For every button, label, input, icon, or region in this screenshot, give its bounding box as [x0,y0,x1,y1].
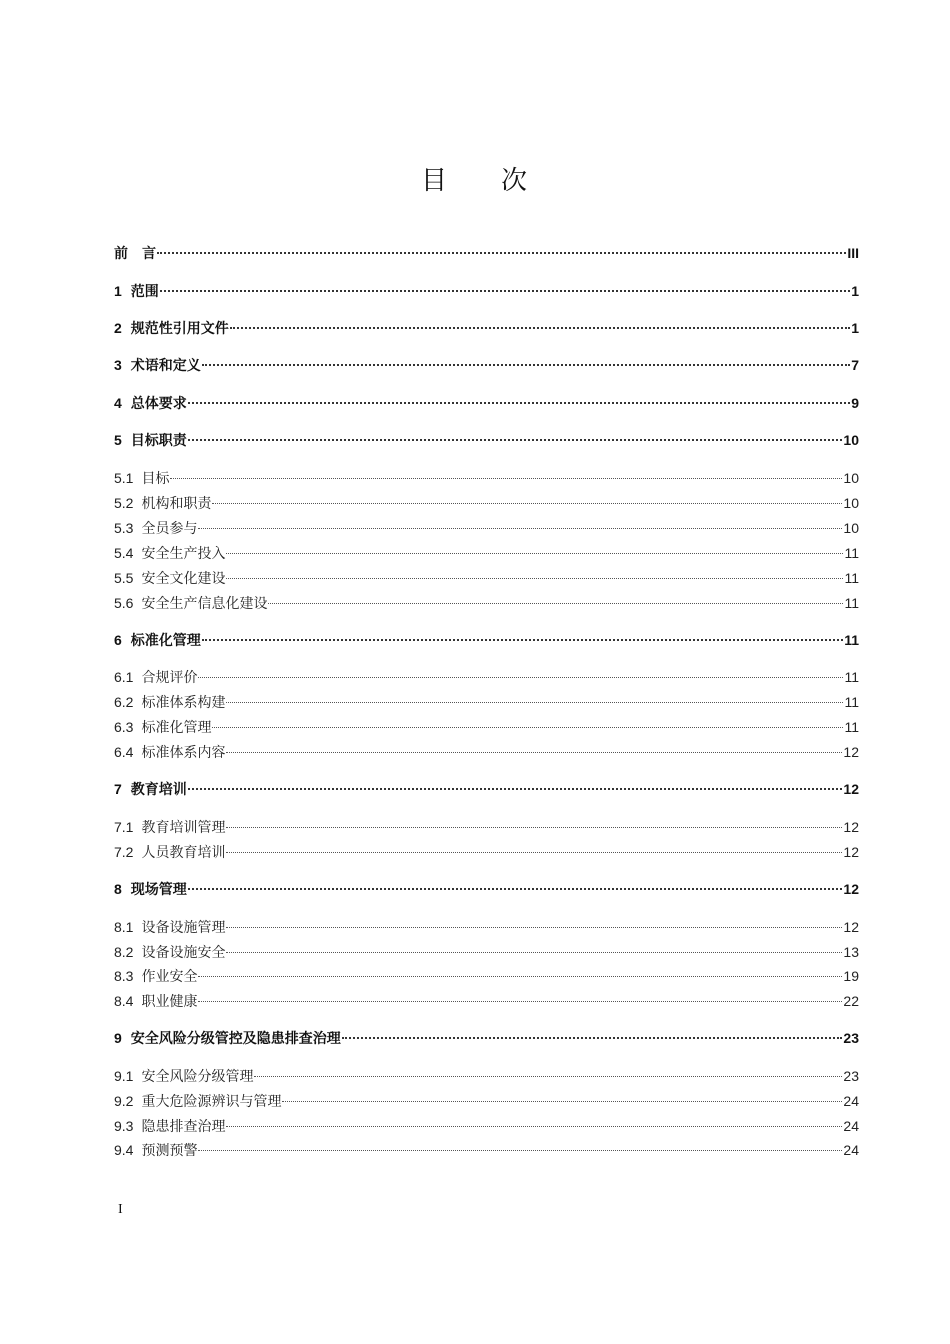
toc-leader-dots [212,501,842,504]
toc-entry-number: 6 [114,632,122,648]
toc-entry[interactable] [114,817,859,837]
toc-entry-page: 12 [843,744,859,760]
toc-leader-dots [202,362,850,366]
toc-leader-dots [188,786,843,790]
toc-entry-number: 9 [114,1030,122,1046]
toc-entry-page: 10 [843,432,859,448]
toc-entry-number: 7 [114,781,122,797]
toc-leader-dots [198,999,842,1002]
toc-entry-number: 5.3 [114,520,134,536]
toc-entry-number: 6.3 [114,719,134,735]
toc-leader-dots [226,1124,842,1127]
toc-entry-page: 23 [843,1030,859,1046]
toc-entry[interactable] [114,243,859,263]
toc-entry[interactable] [114,779,859,799]
toc-entry[interactable] [114,717,859,737]
toc-entry-page: 24 [843,1142,859,1158]
toc-leader-dots [226,750,842,753]
toc-leader-dots [230,325,850,329]
toc-entry-label: 设备设施管理 [141,920,226,936]
toc-entry-number: 7.1 [114,819,134,835]
toc-leader-dots [226,950,842,953]
toc-leader-dots [198,1148,842,1151]
toc-entry-label: 教育培训 [130,782,187,798]
toc-entry-label: 规范性引用文件 [130,321,229,337]
toc-entry[interactable] [114,281,859,301]
toc-entry-page: 11 [844,669,859,685]
toc-entry-number: 7.2 [114,844,134,860]
toc-leader-dots [198,526,842,529]
toc-entry-number: 5.5 [114,570,134,586]
toc-entry-number: 8.1 [114,919,134,935]
toc-entry[interactable] [114,318,859,338]
toc-entry-page: 13 [843,944,859,960]
toc-entry-page: 7 [851,357,859,373]
toc-entry[interactable] [114,630,859,650]
toc-entry[interactable] [114,692,859,712]
toc-entry-label: 术语和定义 [130,358,201,374]
toc-entry-label: 合规评价 [141,670,198,686]
toc-entry-page: 12 [843,919,859,935]
toc-entry-number: 5.2 [114,495,134,511]
toc-entry-page: 12 [843,881,859,897]
toc-entry-number: 8.3 [114,968,134,984]
toc-leader-dots [342,1035,843,1039]
toc-leader-dots [254,1074,842,1077]
toc-leader-dots [226,850,842,853]
toc-entry[interactable] [114,493,859,513]
toc-entry-page: 11 [844,595,859,611]
toc-entry-label: 标准化管理 [141,720,212,736]
toc-entry-number: 5.1 [114,470,134,486]
toc-entry-number: 4 [114,395,122,411]
toc-entry-label: 全员参与 [141,521,198,537]
toc-entry[interactable] [114,355,859,375]
toc-entry-number: 1 [114,283,122,299]
toc-leader-dots [212,725,843,728]
toc-entry[interactable] [114,593,859,613]
footer-page-number: I [118,1202,123,1217]
toc-entry-page: 10 [843,495,859,511]
toc-entry[interactable] [114,742,859,762]
toc-entry[interactable] [114,568,859,588]
toc-entry[interactable] [114,842,859,862]
toc-leader-dots [226,551,843,554]
toc-entry-label: 总体要求 [130,396,187,412]
page-title [0,160,950,197]
toc-entry-page: 12 [843,819,859,835]
toc-entry-label: 标准体系构建 [141,695,226,711]
toc-leader-dots [198,675,843,678]
toc-leader-dots [198,974,842,977]
toc-entry-number: 8 [114,881,122,897]
page-title-left: 目 [420,166,449,196]
toc-entry-label: 隐患排查治理 [141,1119,226,1135]
toc-entry-number: 8.4 [114,993,134,1009]
toc-entry-page: 22 [843,993,859,1009]
toc-entry[interactable] [114,879,859,899]
toc-entry-number: 5.4 [114,545,134,561]
toc-entry-label: 安全生产信息化建设 [141,596,268,612]
toc-leader-dots [188,437,843,441]
toc-entry-number: 2 [114,320,122,336]
toc-leader-dots [226,576,843,579]
toc-entry[interactable] [114,1028,859,1048]
toc-entry-label: 目标职责 [130,433,187,449]
page-title-right: 次 [501,166,530,196]
toc-leader-dots [157,250,846,254]
toc-entry-number: 6.4 [114,744,134,760]
toc-entry-page: 23 [843,1068,859,1084]
toc-entry-page: 10 [843,520,859,536]
toc-entry-label: 目标 [141,471,170,487]
toc-entry[interactable] [114,942,859,962]
toc-entry-page: 1 [851,320,859,336]
toc-entry[interactable] [114,1091,859,1111]
toc-entry[interactable] [114,468,859,488]
toc-entry-label: 前 言 [114,246,156,262]
toc-entry-number: 9.4 [114,1142,134,1158]
toc-entry-page: 11 [844,570,859,586]
toc-entry-label: 标准化管理 [130,633,201,649]
toc-entry[interactable] [114,667,859,687]
toc-entry[interactable] [114,917,859,937]
toc-entry-label: 安全文化建设 [141,571,226,587]
toc-entry-page: 10 [843,470,859,486]
toc-entry-label: 设备设施安全 [141,945,226,961]
toc-leader-dots [226,700,843,703]
toc-entry-number: 5.6 [114,595,134,611]
toc-entry-label: 机构和职责 [141,496,212,512]
toc-entry[interactable] [114,1116,859,1136]
toc-entry-number: 9.3 [114,1118,134,1134]
toc-entry[interactable] [114,966,859,986]
toc-entry-number: 3 [114,357,122,373]
toc-entry[interactable] [114,393,859,413]
toc-entry-page: 12 [843,781,859,797]
toc-leader-dots [268,601,843,604]
toc-entry[interactable] [114,518,859,538]
toc-entry-page: III [847,245,859,261]
toc-entry-page: 11 [844,632,859,648]
toc-entry-page: 11 [844,694,859,710]
toc-entry-page: 12 [843,844,859,860]
toc-leader-dots [226,925,842,928]
toc-entry-page: 1 [851,283,859,299]
toc-entry-label: 教育培训管理 [141,820,226,836]
toc-entry-label: 安全风险分级管理 [141,1069,254,1085]
toc-entry-label: 职业健康 [141,994,198,1010]
toc-leader-dots [226,825,842,828]
toc-entry-label: 现场管理 [130,882,187,898]
toc-entry-number: 9.1 [114,1068,134,1084]
toc-entry-label: 预测预警 [141,1143,198,1159]
toc-leader-dots [188,886,843,890]
toc-leader-dots [202,637,843,641]
toc-entry[interactable] [114,1140,859,1160]
toc-entry-number: 6.2 [114,694,134,710]
toc-entry-number: 9.2 [114,1093,134,1109]
toc-entry-label: 人员教育培训 [141,845,226,861]
toc-entry[interactable] [114,430,859,450]
toc-entry-page: 11 [844,545,859,561]
toc-leader-dots [160,288,850,292]
toc-entry-number: 6.1 [114,669,134,685]
toc-entry-number: 5 [114,432,122,448]
toc-leader-dots [188,400,850,404]
toc-entry-page: 9 [851,395,859,411]
toc-entry[interactable] [114,543,859,563]
toc-entry-page: 11 [844,719,859,735]
toc-entry-label: 安全生产投入 [141,546,226,562]
toc-entry-page: 24 [843,1118,859,1134]
toc-leader-dots [170,476,842,479]
toc-entry-label: 标准体系内容 [141,745,226,761]
toc-leader-dots [282,1099,842,1102]
toc-entry-label: 范围 [130,284,159,300]
toc-entry-label: 重大危险源辨识与管理 [141,1094,282,1110]
toc-entry-page: 24 [843,1093,859,1109]
toc-entry[interactable] [114,991,859,1011]
toc-entry-label: 作业安全 [141,969,198,985]
toc-entry-page: 19 [843,968,859,984]
toc-entry-label: 安全风险分级管控及隐患排查治理 [130,1031,341,1047]
toc-entry-number: 8.2 [114,944,134,960]
toc-entry[interactable] [114,1066,859,1086]
